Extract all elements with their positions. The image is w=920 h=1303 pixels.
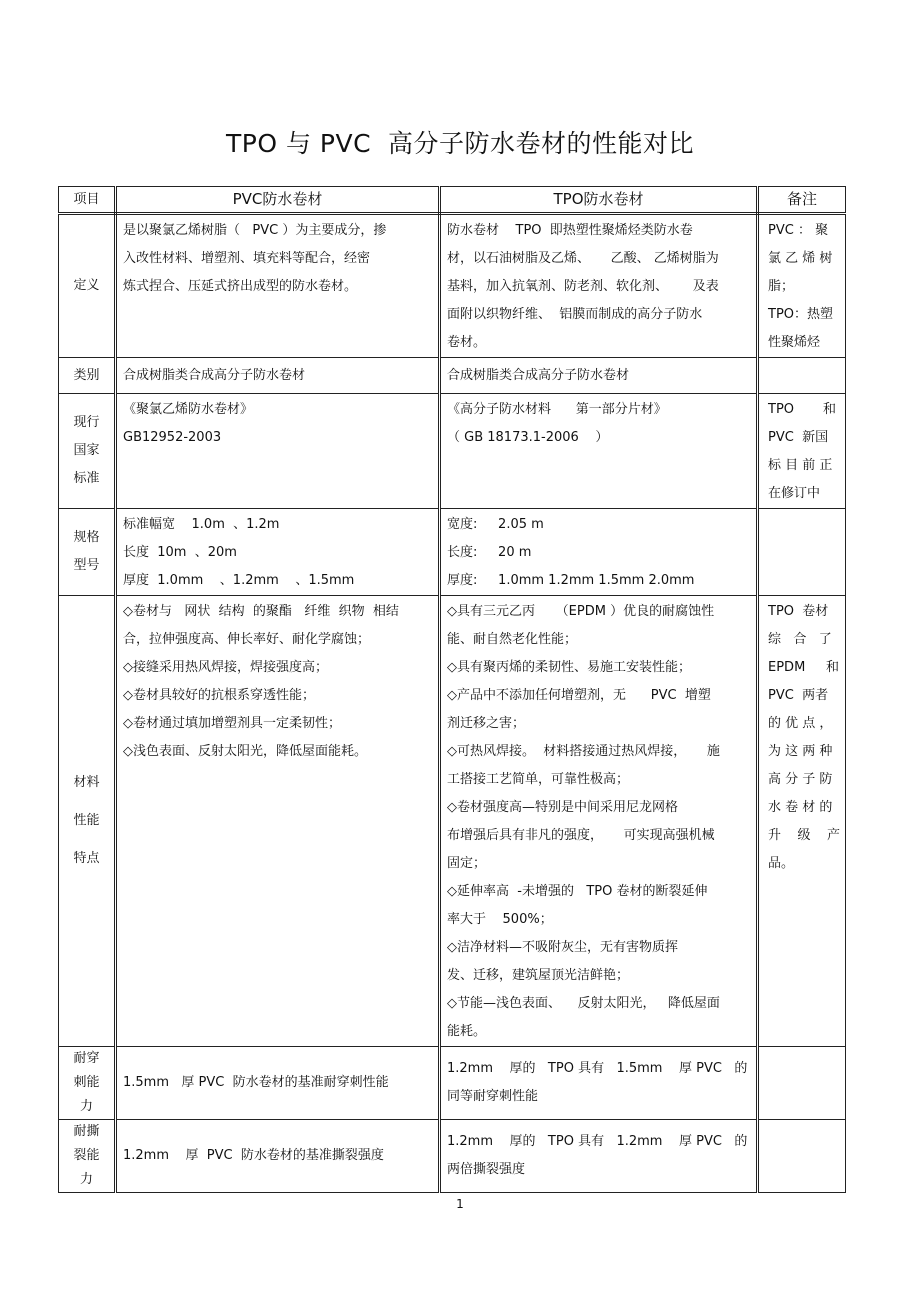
table-row-features (59, 596, 846, 1047)
features-note: TPO 卷材 综 合 了 EPDM 和 PVC 两者 的 优 点 ， 为 这 两 种 高 分 子 防 水 卷 材 的 升 级 产 品。 (768, 604, 841, 871)
category-tpo: 合成树脂类合成高分子防水卷材 (447, 367, 630, 383)
category-pvc: 合成树脂类合成高分子防水卷材 (123, 367, 306, 383)
row-label-tear: 耐撕 裂能 力 (73, 1124, 100, 1187)
spec-tpo: 宽度: 2.05 m 长度: 20 m 厚度: 1.0mm 1.2mm 1.5mm 2.0mm (447, 517, 695, 588)
row-label-spec: 规格 型号 (73, 530, 100, 573)
features-tpo: ◇具有三元乙丙 （EPDM ）优良的耐腐蚀性 能、耐自然老化性能； ◇具有聚丙烯的柔韧性、易施工安装性能； ◇产品中不添加任何增塑剂，无 PVC 增塑 剂迁移之害； ◇可热风焊接。 材料搭接通过热风焊接， 施 工搭接工艺简单，可靠性极高； ◇卷材强度高—特别是中间采用尼龙网格 布增强后具有非凡的强度， 可实现高强机械 固定； ◇延伸率高 -未增强的 TPO 卷材的断裂延伸 率大于 500%； ◇洁净材料—不吸附灰尘，无有害物质挥 发、迁移，建筑屋顶光洁鲜艳； ◇节能—浅色表面、 反射太阳光， 降低屋面 能耗。 (447, 604, 720, 1039)
header-pvc: PVC防水卷材 (232, 190, 323, 208)
comparison-table (58, 186, 846, 1193)
spec-pvc: 标准幅宽 1.0m 、1.2m 长度 10m 、20m 厚度 1.0mm 、1.2mm 、1.5mm (123, 517, 355, 588)
tear-pvc: 1.2mm 厚 PVC 防水卷材的基准撕裂强度 (123, 1148, 384, 1163)
tear-tpo: 1.2mm 厚的 TPO 具有 1.2mm 厚 PVC 的 两倍撕裂强度 (447, 1134, 748, 1177)
row-label-standard: 现行 国家 标准 (73, 415, 100, 486)
definition-note: PVC ： 聚 氯 乙 烯 树 脂； TPO：热塑 性聚烯烃 (768, 223, 834, 350)
standard-pvc: 《聚氯乙烯防水卷材》 GB12952-2003 (123, 402, 254, 445)
row-label-category: 类别 (73, 367, 100, 383)
features-pvc: ◇卷材与 网状 结构 的聚酯 纤维 织物 相结 合，拉伸强度高、伸长率好、耐化学腐蚀； ◇接缝采用热风焊接，焊接强度高； ◇卷材具较好的抗根系穿透性能； ◇卷材通过填加增塑剂具一定柔韧性； ◇浅色表面、反射太阳光，降低屋面能耗。 (123, 604, 399, 759)
table-row-standard (59, 394, 846, 509)
table-header-row (59, 187, 846, 214)
category-note (759, 358, 845, 360)
table-row-category (59, 358, 846, 394)
puncture-note (759, 1047, 845, 1049)
table-row-tear (59, 1120, 846, 1193)
header-item: 项目 (73, 192, 100, 207)
standard-note: TPO 和 PVC 新国 标 目 前 正 在修订中 (768, 402, 836, 501)
standard-tpo: 《高分子防水材料 第一部分片材》 （ GB 18173.1-2006 ） (447, 402, 667, 445)
header-tpo: TPO防水卷材 (553, 190, 644, 208)
page-number: 1 (456, 1197, 464, 1211)
row-label-definition: 定义 (73, 278, 100, 293)
row-label-features: 材料 性能 特点 (73, 775, 100, 866)
table-row-puncture (59, 1047, 846, 1120)
tear-note (759, 1120, 845, 1122)
puncture-pvc: 1.5mm 厚 PVC 防水卷材的基准耐穿刺性能 (123, 1075, 389, 1090)
row-label-puncture: 耐穿 刺能 力 (73, 1051, 100, 1114)
table-row-definition (59, 214, 846, 358)
spec-note (759, 509, 845, 511)
definition-pvc: 是以聚氯乙烯树脂（ PVC ）为主要成分，掺 入改性材料、增塑剂、填充料等配合，经密 炼式捏合、压延式挤出成型的防水卷材。 (123, 223, 387, 294)
puncture-tpo: 1.2mm 厚的 TPO 具有 1.5mm 厚 PVC 的 同等耐穿刺性能 (447, 1061, 748, 1104)
page-title: TPO 与 PVC 高分子防水卷材的性能对比 (226, 129, 694, 158)
table-row-spec (59, 509, 846, 596)
header-note: 备注 (786, 190, 817, 208)
definition-tpo: 防水卷材 TPO 即热塑性聚烯烃类防水卷 材，以石油树脂及乙烯、 乙酸、 乙烯树脂为 基料，加入抗氧剂、防老剂、软化剂、 及表 面附以织物纤维、 铝膜而制成的高分子防水 卷材。 (447, 223, 719, 350)
